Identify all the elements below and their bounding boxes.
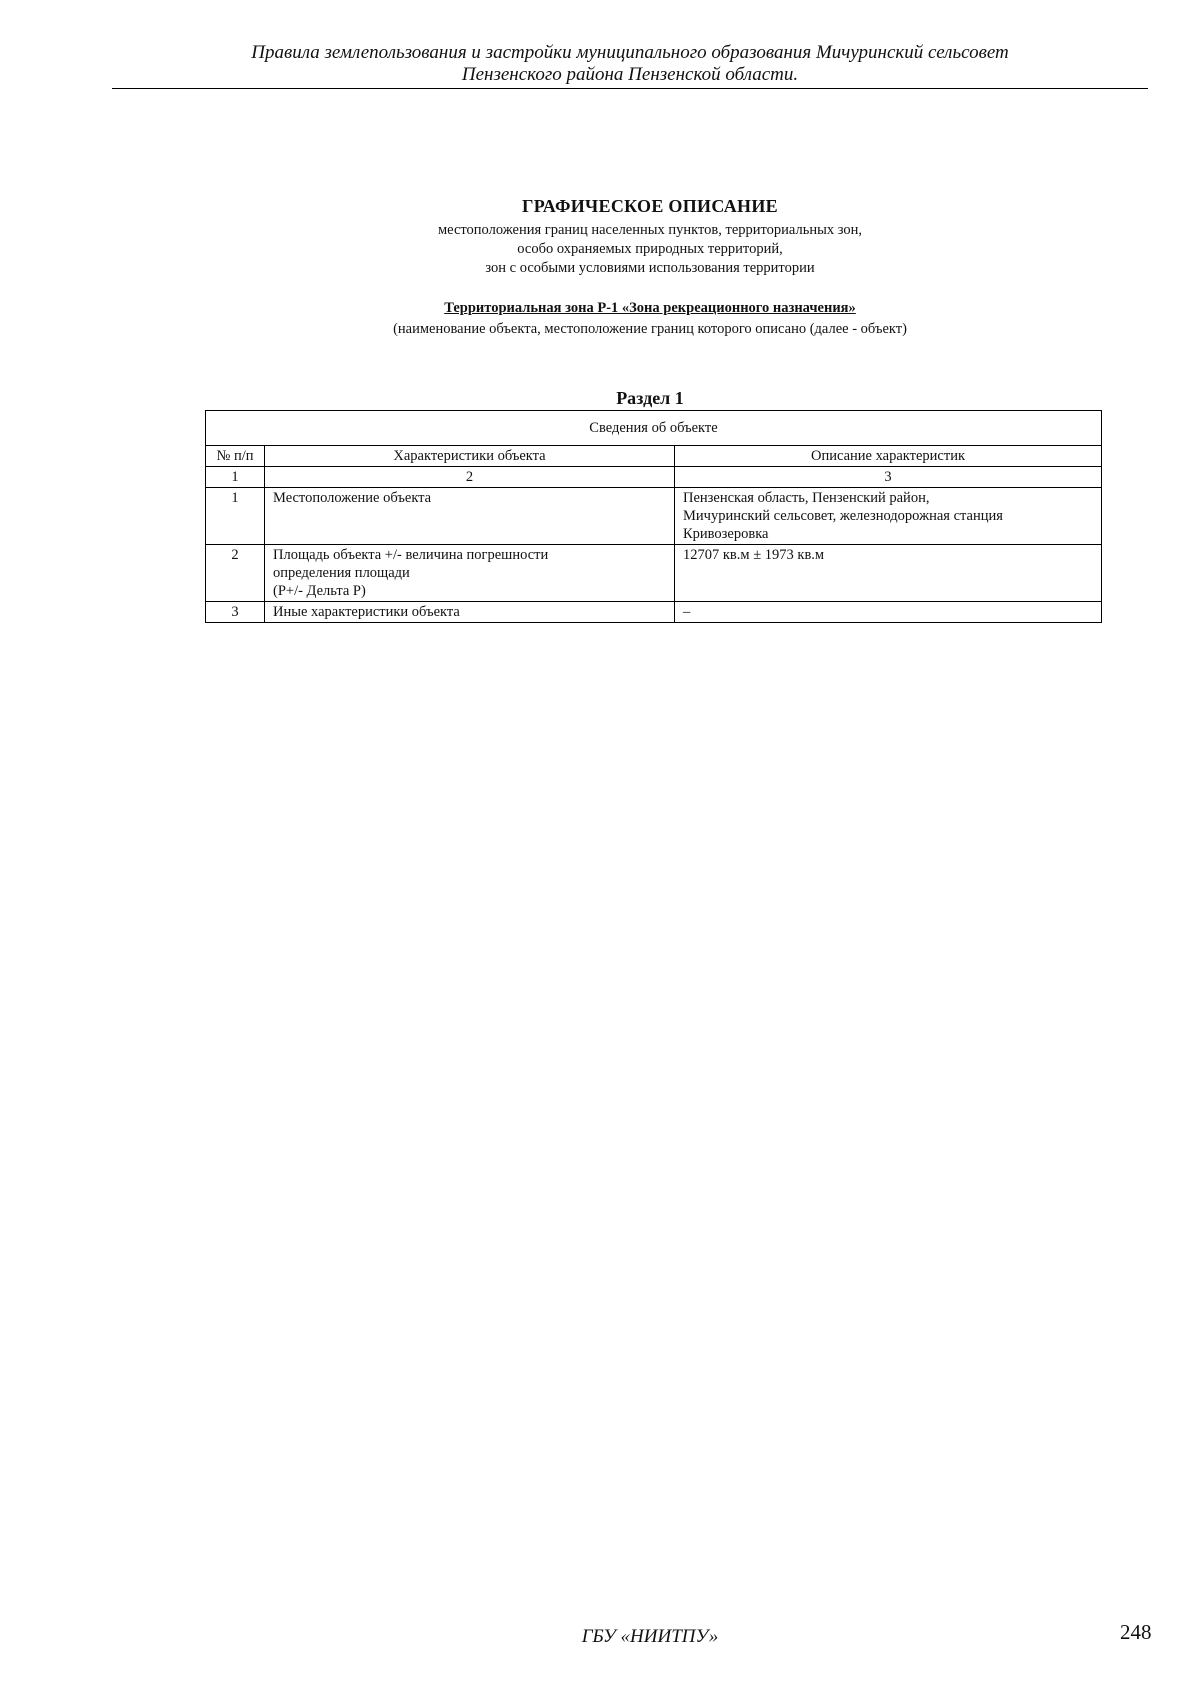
zone-name: Территориальная зона Р-1 «Зона рекреационного назначения» <box>444 300 856 316</box>
cell-line: Кривозеровка <box>683 526 769 542</box>
cell-line: Местоположение объекта <box>273 490 432 506</box>
header-line-2: Пензенского района Пензенской области. <box>461 64 799 85</box>
section-title: Раздел 1 <box>616 388 684 408</box>
column-number-row <box>206 467 1102 488</box>
header-characteristic: Характеристики объекта <box>265 446 675 467</box>
row-description <box>675 602 1102 623</box>
table-row <box>206 488 1102 545</box>
subtitle-line: зон с особыми условиями использования территории <box>485 260 815 276</box>
column-number: 1 <box>206 467 265 488</box>
cell-line: (Р+/- Дельта Р) <box>273 583 366 599</box>
table-header-row <box>206 446 1102 467</box>
table-row <box>206 602 1102 623</box>
cell-line: Мичуринский сельсовет, железнодорожная станция <box>683 508 1003 524</box>
page-number: 248 <box>1120 1620 1152 1644</box>
footer-organization: ГБУ «НИИТПУ» <box>581 1626 719 1647</box>
header-line-1: Правила землепользования и застройки муниципального образования Мичуринский сельсовет <box>251 42 1009 63</box>
row-description <box>675 488 1102 545</box>
document-subtitle <box>200 221 1100 278</box>
row-number: 2 <box>206 545 265 602</box>
cell-line: определения площади <box>273 565 410 581</box>
table-row <box>206 545 1102 602</box>
header-divider <box>112 88 1148 89</box>
row-characteristic <box>265 545 675 602</box>
cell-line: Пензенская область, Пензенский район, <box>683 490 930 506</box>
row-number: 3 <box>206 602 265 623</box>
table-caption-row <box>206 411 1102 446</box>
cell-line: Иные характеристики объекта <box>273 604 460 620</box>
row-number: 1 <box>206 488 265 545</box>
cell-line: – <box>683 604 691 620</box>
column-number: 3 <box>675 467 1102 488</box>
row-description <box>675 545 1102 602</box>
subtitle-line: особо охраняемых природных территорий, <box>517 241 783 257</box>
object-info-table <box>205 410 1102 623</box>
header-description: Описание характеристик <box>675 446 1102 467</box>
document-title: ГРАФИЧЕСКОЕ ОПИСАНИЕ <box>522 196 778 216</box>
header-number: № п/п <box>206 446 265 467</box>
page-header <box>112 42 1148 86</box>
column-number: 2 <box>265 467 675 488</box>
subtitle-line: местоположения границ населенных пунктов, территориальных зон, <box>437 222 863 238</box>
cell-line: Площадь объекта +/- величина погрешности <box>273 547 549 563</box>
cell-line: 12707 кв.м ± 1973 кв.м <box>683 547 825 563</box>
zone-note: (наименование объекта, местоположение границ которого описано (далее - объект) <box>393 321 907 337</box>
row-characteristic <box>265 602 675 623</box>
row-characteristic <box>265 488 675 545</box>
table-caption: Сведения об объекте <box>206 411 1102 446</box>
